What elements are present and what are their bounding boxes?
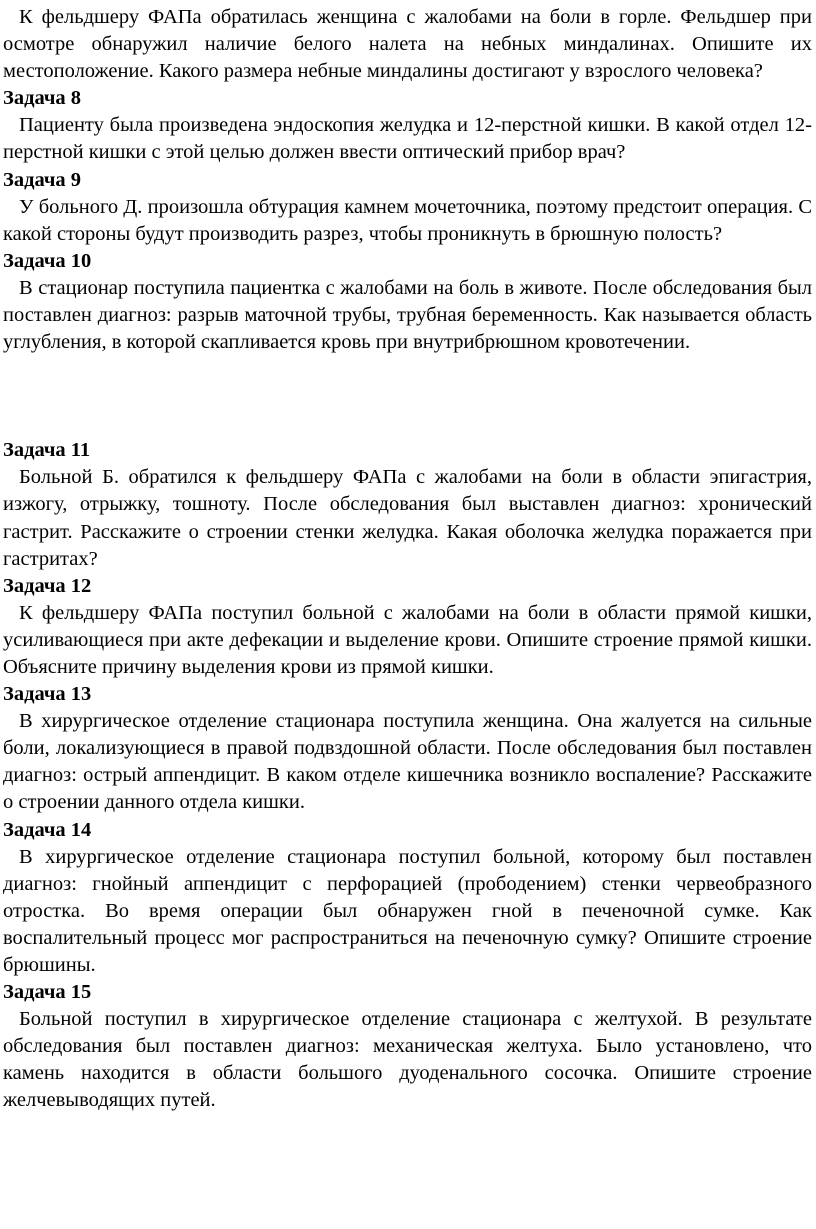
intro-paragraph: К фельдшеру ФАПа обратилась женщина с жалобами на боли в горле. Фельдшер при осмотре обнаружил наличие белого налета на небных миндалинах. Опишите их местоположение. Какого размера небные миндалины достигают у взрослого человека? bbox=[3, 6, 812, 83]
task-15-text: Больной поступил в хирургическое отделение стационара с желтухой. В результате обследования был поставлен диагноз: механическая желтуха. Было установлено, что камень находится в области большого дуоденального сосочка. Опишите строение желчевыводящих путей. bbox=[3, 1008, 812, 1112]
task-9-text: У больного Д. произошла обтурация камнем мочеточника, поэтому предстоит операция. С какой стороны будут производить разрез, чтобы проникнуть в брюшную полость? bbox=[3, 195, 812, 245]
task-10-text: В стационар поступила пациентка с жалобами на боль в животе. После обследования был поставлен диагноз: разрыв маточной трубы, трубная беременность. Как называется область углубления, в которой скапливается кровь при внутрибрюшном кровотечении. bbox=[3, 276, 812, 354]
task-13-heading: Задача 13 bbox=[3, 683, 92, 706]
task-9-heading: Задача 9 bbox=[3, 168, 82, 191]
task-8-text: Пациенту была произведена эндоскопия желудка и 12-перстной кишки. В какой отдел 12-перстной кишки с этой целью должен ввести оптический прибор врач? bbox=[3, 114, 812, 164]
task-8-heading: Задача 8 bbox=[3, 87, 82, 110]
task-12-heading: Задача 12 bbox=[3, 574, 92, 597]
task-14-heading: Задача 14 bbox=[3, 818, 92, 841]
task-14-text: В хирургическое отделение стационара поступил больной, которому был поставлен диагноз: гнойный аппендицит с перфорацией (прободением) стенки червеобразного отростка. Во время операции был обнаружен гной в печеночной сумке. Как воспалительный процесс мог распространиться на печеночную сумку? Опишите строение брюшины. bbox=[3, 845, 812, 976]
blank-spacer bbox=[3, 356, 812, 437]
task-10-heading: Задача 10 bbox=[3, 249, 92, 272]
task-13-text: В хирургическое отделение стационара поступила женщина. Она жалуется на сильные боли, локализующиеся в правой подвздошной области. После обследования был поставлен диагноз: острый аппендицит. В каком отделе кишечника возникло воспаление? Расскажите о строении данного отдела кишки. bbox=[3, 710, 812, 814]
task-15-heading: Задача 15 bbox=[3, 981, 92, 1004]
task-12-text: К фельдшеру ФАПа поступил больной с жалобами на боли в области прямой кишки, усиливающиеся при акте дефекации и выделение крови. Опишите строение прямой кишки. Объясните причину выделения крови из прямой кишки. bbox=[3, 601, 812, 678]
task-11-heading: Задача 11 bbox=[3, 439, 91, 462]
task-11-text: Больной Б. обратился к фельдшеру ФАПа с жалобами на боли в области эпигастрия, изжогу, отрыжку, тошноту. После обследования был выставлен диагноз: хронический гастрит. Расскажите о строении стенки желудка. Какая оболочка желудка поражается при гастритах? bbox=[3, 466, 812, 570]
